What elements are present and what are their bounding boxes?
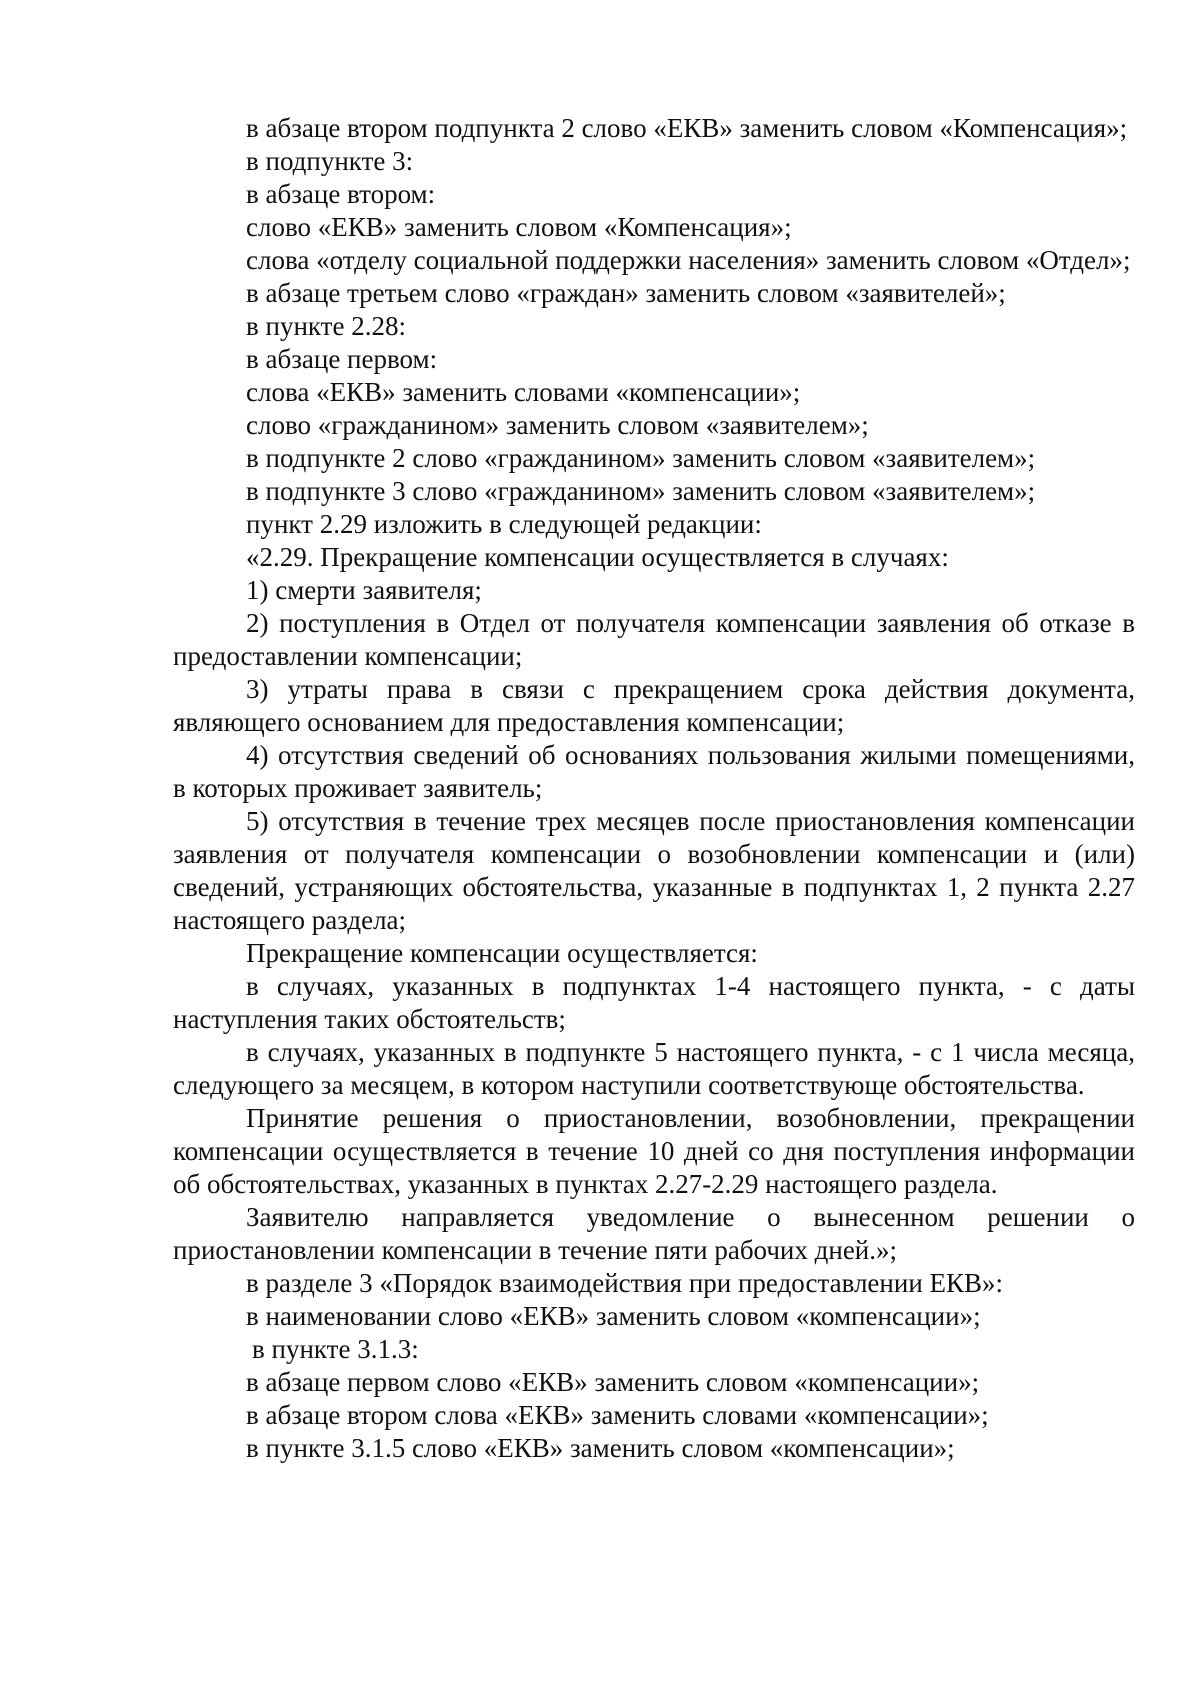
paragraph-13: пункт 2.29 изложить в следующей редакции: [246, 509, 762, 539]
paragraph-10: слово «гражданином» заменить словом «заявителем»; [246, 410, 869, 440]
paragraph-1: в абзаце втором подпункта 2 слово «ЕКВ» заменить словом «Компенсация»; [246, 113, 1128, 143]
paragraph-9: слова «ЕКВ» заменить словами «компенсации»; [246, 377, 801, 407]
paragraph-2: в подпункте 3: [246, 146, 414, 176]
paragraph-15: 1) смерти заявителя; [246, 575, 482, 605]
paragraph-23: Принятие решения о приостановлении, возобновлении, прекращении компенсации осуществляется в течение 10 дней со дня поступления информации об обстоятельствах, указанных в пунктах 2.27-2.29 настоящего раздела. [173, 1103, 1135, 1199]
document-page [173, 112, 1135, 1465]
paragraph-29: в абзаце втором слова «ЕКВ» заменить словами «компенсации»; [246, 1400, 989, 1430]
paragraph-28: в абзаце первом слово «ЕКВ» заменить словом «компенсации»; [246, 1367, 980, 1397]
paragraph-17: 3) утраты права в связи с прекращением срока действия документа, являющего основанием для предоставления компенсации; [173, 674, 1135, 737]
paragraph-20: Прекращение компенсации осуществляется: [246, 938, 758, 968]
paragraph-25: в разделе 3 «Порядок взаимодействия при предоставлении ЕКВ»: [246, 1268, 1004, 1298]
paragraph-27: в пункте 3.1.3: [252, 1334, 419, 1364]
paragraph-24: Заявителю направляется уведомление о вынесенном решении о приостановлении компенсации в течение пяти рабочих дней.»; [173, 1202, 1135, 1265]
paragraph-8: в абзаце первом: [246, 344, 438, 374]
paragraph-22: в случаях, указанных в подпункте 5 настоящего пункта, - с 1 числа месяца, следующего за месяцем, в котором наступили соответствующе обстоятельства. [173, 1037, 1135, 1100]
paragraph-30: в пункте 3.1.5 слово «ЕКВ» заменить словом «компенсации»; [246, 1433, 955, 1463]
paragraph-26: в наименовании слово «ЕКВ» заменить словом «компенсации»; [246, 1301, 981, 1331]
paragraph-3: в абзаце втором: [246, 179, 436, 209]
paragraph-7: в пункте 2.28: [246, 311, 406, 341]
paragraph-12: в подпункте 3 слово «гражданином» заменить словом «заявителем»; [246, 476, 1036, 506]
paragraph-11: в подпункте 2 слово «гражданином» заменить словом «заявителем»; [246, 443, 1036, 473]
paragraph-6: в абзаце третьем слово «граждан» заменить словом «заявителей»; [246, 278, 1006, 308]
paragraph-5: слова «отделу социальной поддержки населения» заменить словом «Отдел»; [246, 245, 1131, 275]
paragraph-14: «2.29. Прекращение компенсации осуществляется в случаях: [246, 542, 949, 572]
paragraph-18: 4) отсутствия сведений об основаниях пользования жилыми помещениями, в которых проживает заявитель; [173, 740, 1135, 803]
paragraph-16: 2) поступления в Отдел от получателя компенсации заявления об отказе в предоставлении компенсации; [173, 608, 1135, 671]
paragraph-19: 5) отсутствия в течение трех месяцев после приостановления компенсации заявления от получателя компенсации о возобновлении компенсации и (или) сведений, устраняющих обстоятельства, указанные в подпунктах 1, 2 пункта 2.27 настоящего раздела; [173, 806, 1135, 935]
paragraph-21: в случаях, указанных в подпунктах 1-4 настоящего пункта, - с даты наступления таких обстоятельств; [173, 971, 1135, 1034]
paragraph-4: слово «ЕКВ» заменить словом «Компенсация»; [246, 212, 792, 242]
